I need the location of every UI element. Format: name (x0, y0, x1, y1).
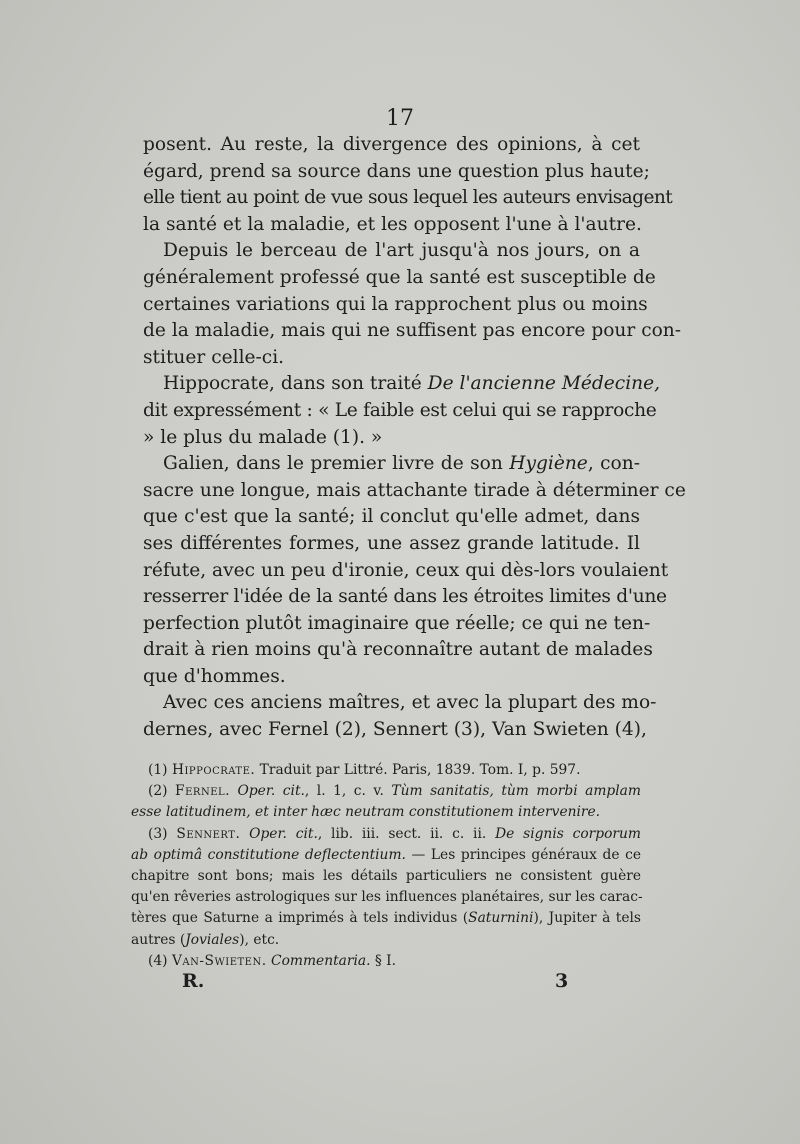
text-line: la santé et la maladie, et les opposent l'une à l'autre. (143, 213, 642, 235)
footnote-quote: Joviales (185, 931, 240, 948)
text-line: de la maladie, mais qui ne suffisent pas encore pour con- (143, 320, 682, 342)
text-line: généralement professé que la santé est susceptible de (143, 266, 656, 288)
text-line (143, 371, 661, 398)
footnote-text: tères que Saturne a imprimés à tels individus ( (131, 910, 469, 927)
text-line: certaines variations qui la rapprochent plus ou moins (143, 293, 648, 315)
footnote-number: (4) (148, 952, 172, 969)
text-line: que d'hommes. (143, 665, 286, 687)
sheet-number: 3 (555, 970, 569, 992)
footnote-text: ), Jupiter à tels (533, 910, 641, 927)
main-text (143, 132, 686, 744)
signature-mark: R. (182, 970, 205, 992)
footnote-3-cont (131, 908, 641, 929)
footnote-number: (1) (148, 762, 172, 778)
text-line: Avec ces anciens maîtres, et avec la plupart des mo- (163, 692, 657, 714)
footnote-quote: De signis corporum (495, 825, 641, 842)
footnote-ref: Oper. cit. (240, 825, 318, 842)
text-line: stituer celle-ci. (143, 346, 285, 368)
footnote-3-cont: chapitre sont bons; mais les détails particuliers ne consistent guère (131, 868, 641, 885)
text-run: Hippocrate, dans son traité (163, 373, 428, 395)
text-line (143, 451, 640, 478)
text-line: » le plus du malade (1). » (143, 426, 383, 448)
text-line: perfection plutôt imaginaire que réelle; ce qui ne ten- (143, 612, 651, 634)
footnote-quote: Tùm sanitatis, tùm morbi amplam (391, 783, 641, 800)
footnote-author: Van-Swieten. (171, 952, 267, 969)
footnote-4 (131, 951, 641, 972)
page-number: 17 (386, 106, 414, 131)
text-line: drait à rien moins qu'à reconnaître autant de malades (143, 639, 653, 661)
footnote-number: (3) (148, 825, 177, 842)
footnote-author: Hippocrate. (171, 762, 256, 778)
footnote-author: Fernel. (175, 783, 231, 800)
text-line: posent. Au reste, la divergence des opinions, à cet (143, 134, 640, 155)
work-title: De l'ancienne Médecine, (427, 373, 661, 395)
text-line: Depuis le berceau de l'art jusqu'à nos jours, on a (163, 240, 640, 262)
work-title: Hygiène (509, 453, 588, 475)
footnote-text: , l. 1, c. v. (304, 783, 392, 800)
text-line: sacre une longue, mais attachante tirade à déterminer ce (143, 479, 686, 501)
footnote-text: autres ( (131, 931, 186, 948)
text-line: réfute, avec un peu d'ironie, ceux qui dès-lors voulaient (143, 559, 669, 581)
footnote-3-cont: qu'en rêveries astrologiques sur les influences planétaires, sur les carac- (131, 889, 643, 906)
footnote-3-cont (131, 845, 641, 866)
footnote-2 (131, 781, 641, 802)
text-line: dernes, avec Fernel (2), Sennert (3), Van Swieten (4), (143, 719, 647, 741)
text-run: Galien, dans le premier livre de son (163, 453, 510, 475)
footnote-quote: ab optimâ constitutione deflectentium. (131, 846, 406, 863)
text-line: resserrer l'idée de la santé dans les étroites limites d'une (143, 586, 667, 608)
footnote-1 (131, 760, 641, 781)
footnote-text: § I. (370, 952, 396, 969)
footnote-ref: Commentaria. (266, 952, 371, 969)
footnote-ref: Oper. cit. (230, 783, 305, 800)
text-line: dit expressément : « Le faible est celui qui se rapproche (143, 399, 657, 421)
footnote-2-cont: esse latitudinem, et inter hæc neutram constitutionem intervenire. (131, 804, 601, 821)
footnote-author: Sennert. (176, 825, 241, 842)
footnote-3 (131, 824, 641, 845)
text-line: égard, prend sa source dans une question plus haute; (143, 160, 650, 182)
footnote-text: ), etc. (239, 931, 280, 948)
text-line: elle tient au point de vue sous lequel les auteurs envisagent (143, 187, 673, 209)
text-line: ses différentes formes, une assez grande latitude. Il (143, 532, 640, 554)
footnote-quote: Saturnini (468, 910, 534, 927)
text-run: , con- (587, 453, 641, 475)
footnote-number: (2) (148, 783, 176, 800)
footnote-text: , lib. iii. sect. ii. c. ii. (317, 825, 496, 842)
footnote-text: Traduit par Littré. Paris, 1839. Tom. I, p. 597. (255, 762, 581, 778)
footnotes (131, 760, 641, 972)
footnote-3-cont (131, 930, 641, 951)
footnote-text: — Les principes généraux de ce (405, 846, 641, 863)
text-line: que c'est que la santé; il conclut qu'elle admet, dans (143, 506, 640, 528)
